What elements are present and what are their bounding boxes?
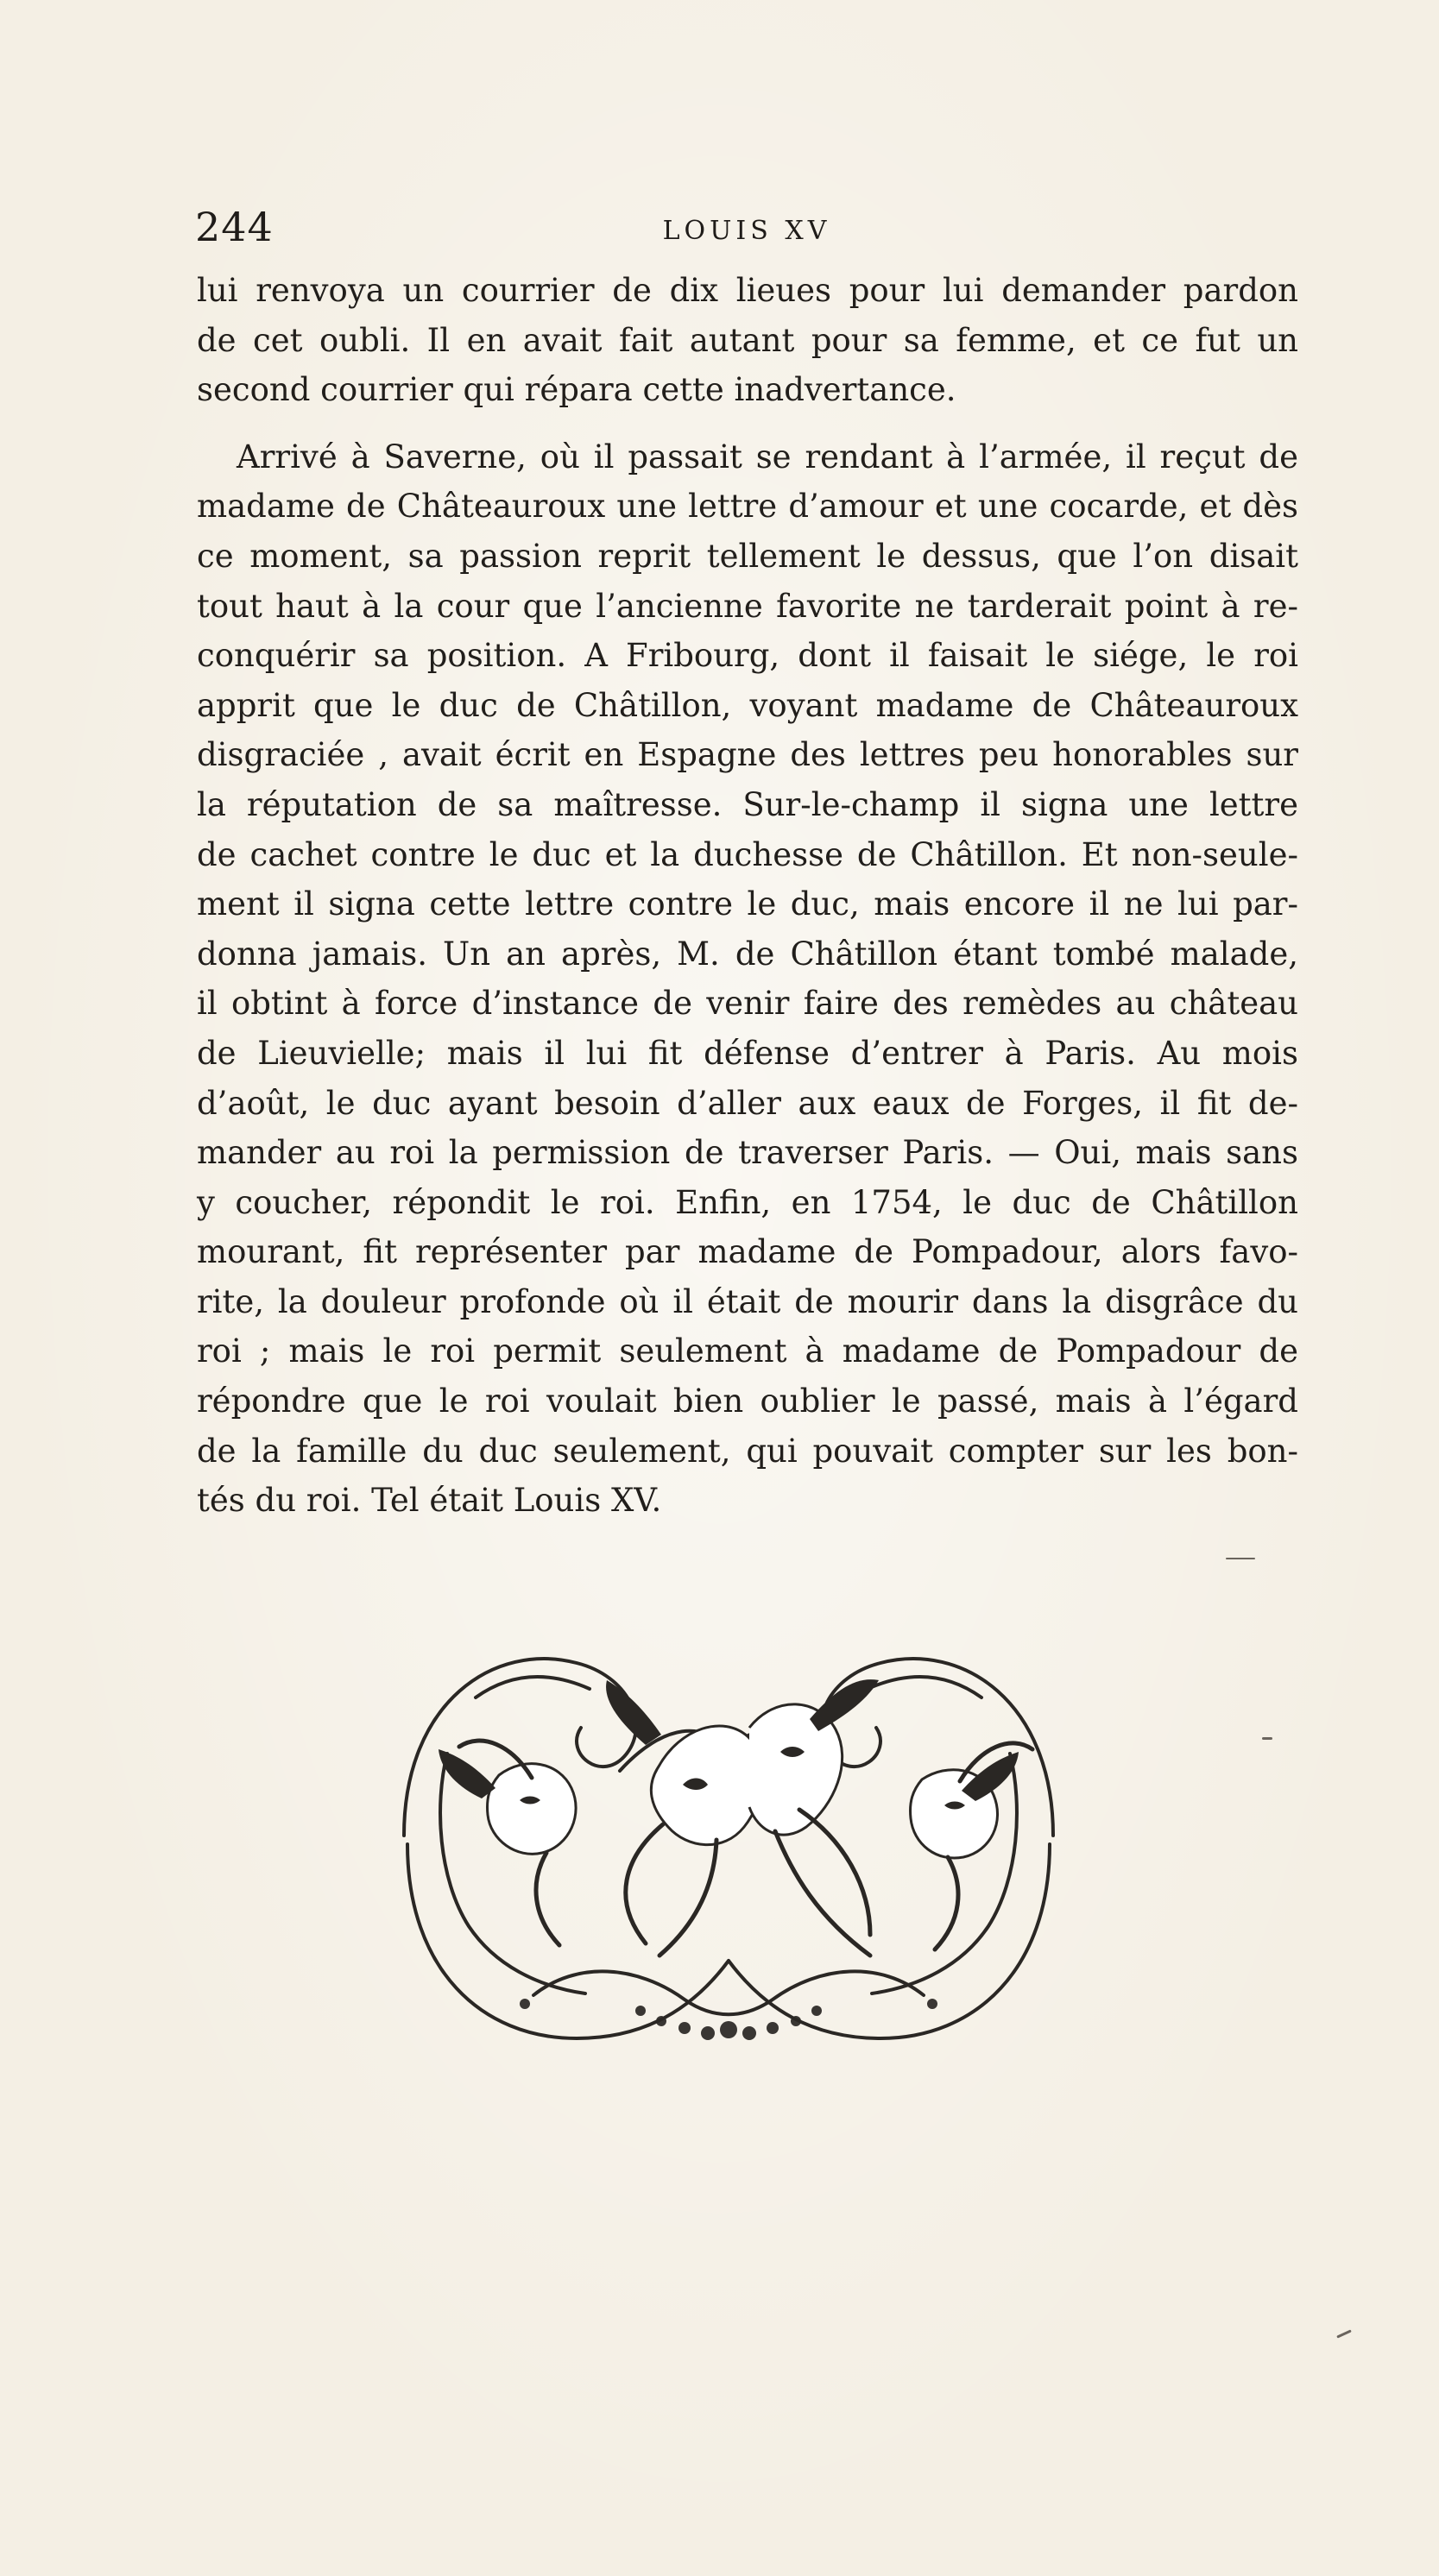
text-line: donna jamais. Un an après, M. de Châtillon étant tombé malade, [197, 935, 1298, 973]
paragraph-2 [197, 432, 1298, 1526]
text-line: conquérir sa position. A Fribourg, dont il faisait le siége, le roi [197, 637, 1298, 675]
text-line: de la famille du duc seulement, qui pouvait compter sur les bon- [197, 1432, 1298, 1470]
engraved-vignette-icon [387, 1624, 1070, 2073]
page-number: 244 [195, 204, 274, 250]
text-line: ment il signa cette lettre contre le duc, mais encore il ne lui par- [197, 885, 1298, 923]
text-line: de cachet contre le duc et la duchesse de Châtillon. Et non-seule- [197, 835, 1298, 873]
text-line: ce moment, sa passion reprit tellement le dessus, que l’on disait [197, 537, 1298, 575]
text-line: apprit que le duc de Châtillon, voyant madame de Châteauroux [197, 686, 1298, 724]
text-line: roi ; mais le roi permit seulement à madame de Pompadour de [197, 1332, 1298, 1370]
text-line: lui renvoya un courrier de dix lieues pour lui demander pardon [197, 272, 1298, 309]
text-line: de Lieuvielle; mais il lui fit défense d’entrer à Paris. Au mois [197, 1034, 1298, 1072]
text-line: disgraciée , avait écrit en Espagne des lettres peu honorables sur [197, 736, 1298, 774]
text-line: Arrivé à Saverne, où il passait se rendant à l’armée, il reçut de [237, 438, 1298, 476]
page-mark [1262, 1737, 1272, 1740]
text-line: madame de Châteauroux une lettre d’amour et une cocarde, et dès [197, 488, 1298, 526]
text-line: il obtint à force d’instance de venir faire des remèdes au château [197, 985, 1298, 1023]
text-line: tés du roi. Tel était Louis XV. [197, 1482, 662, 1520]
text-line: y coucher, répondit le roi. Enfin, en 1754, le duc de Châtillon [197, 1183, 1298, 1221]
text-line: répondre que le roi voulait bien oublier le passé, mais à l’égard [197, 1382, 1298, 1420]
text-line: mander au roi la permission de traverser Paris. — Oui, mais sans [197, 1134, 1298, 1172]
page-header [195, 204, 1298, 249]
page-mark [1336, 2329, 1352, 2338]
page-mark [1226, 1558, 1255, 1559]
text-line: second courrier qui répara cette inadvertance. [197, 371, 956, 409]
running-title: LOUIS XV [662, 216, 831, 246]
text-line: de cet oubli. Il en avait fait autant pour sa femme, et ce fut un [197, 321, 1298, 359]
text-line: d’août, le duc ayant besoin d’aller aux eaux de Forges, il fit de- [197, 1084, 1298, 1122]
text-line: mourant, fit représenter par madame de Pompadour, alors favo- [197, 1233, 1298, 1271]
paragraph-1 [197, 266, 1298, 415]
text-line: la réputation de sa maîtresse. Sur-le-champ il signa une lettre [197, 785, 1298, 823]
body-text [197, 266, 1298, 1526]
text-line: tout haut à la cour que l’ancienne favorite ne tarderait point à re- [197, 587, 1298, 625]
text-line: rite, la douleur profonde où il était de mourir dans la disgrâce du [197, 1282, 1298, 1320]
